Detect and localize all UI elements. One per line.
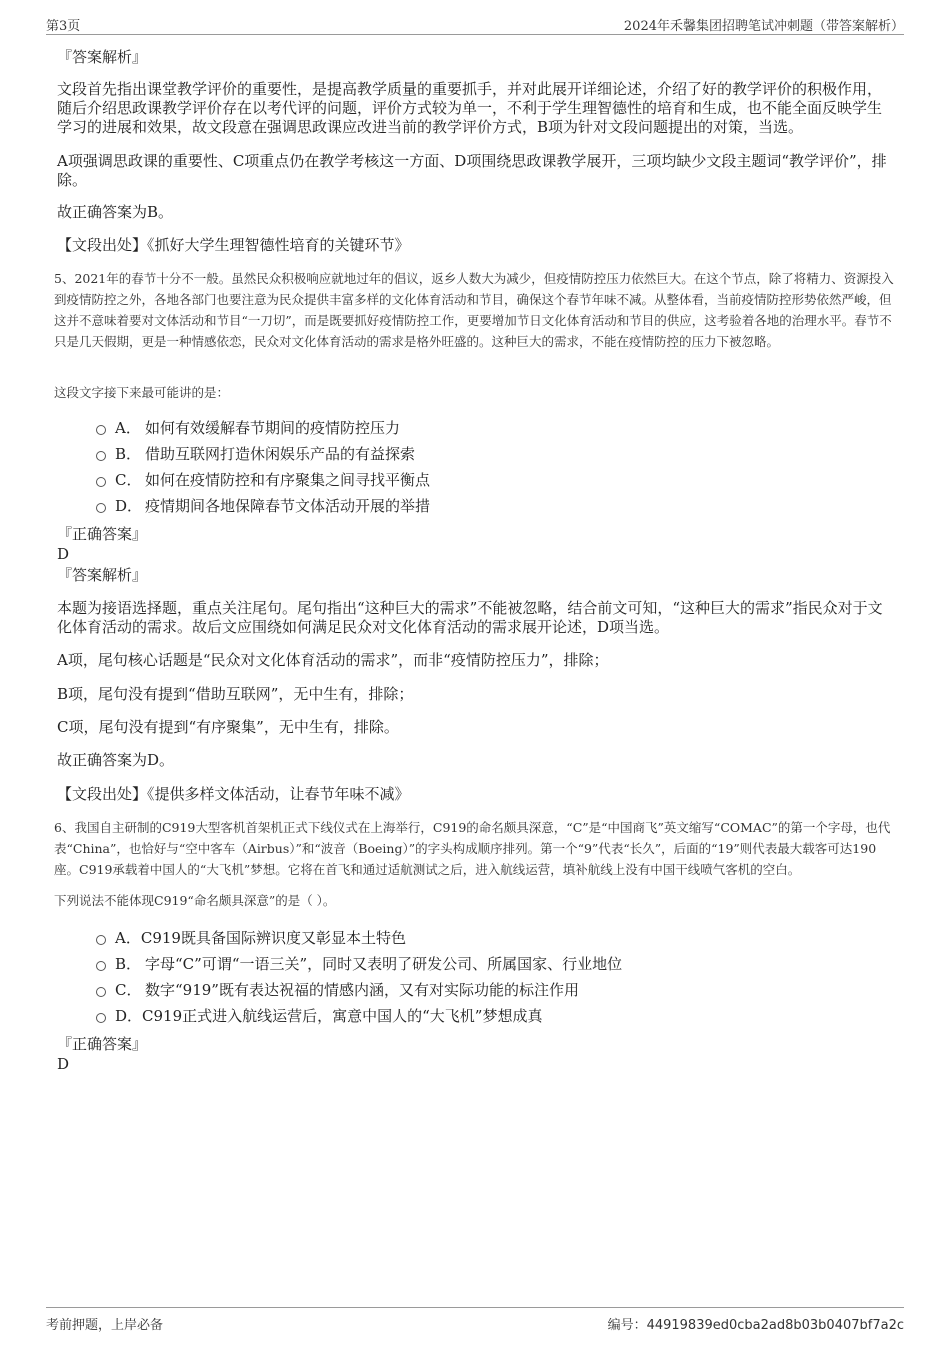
q6-option-a[interactable] [96,929,406,948]
q6-option-c[interactable] [96,981,579,1000]
q5-stem: 5、2021年的春节十分不一般。虽然民众积极响应就地过年的倡议，返乡人数大为减少，但疫情防控压力依然巨大。在这个节点，除了将精力、资源投入到疫情防控之外，各地各部门也要注意为民众提供丰富多样的文化体育活动和节目，确保这个春节年味不减。从整体看，当前疫情防控形势依然严峻，但这并不意味着要对文体活动和节目“一刀切”，而是既要抓好疫情防控工作，更要增加节日文化体育活动和节目的供应，这考验着各地的治理水平。春节不只是几天假期，更是一种情感依恋，民众对文化体育活动的需求是格外旺盛的。这种巨大的需求，不能在疫情防控的压力下被忽略。 [54,271,894,349]
option-key: C． [115,981,142,999]
page-number: 第3页 [46,19,81,34]
option-key: A． [115,929,141,947]
q6-stem: 6、我国自主研制的C919大型客机首架机正式下线仪式在上海举行，C919的命名颇具深意，“C”是“中国商飞”英文缩写“COMAC”的第一个字母，也代表“China”，也恰好与“空中客车（Airbus）”和“波音（Boeing）”的字头构成顺序排列。第一个“9”代表“长久”，后面的“19”则代表最大载客可达190座。C919承载着中国人的“大飞机”梦想。它将在首飞和通过适航测试之后，进入航线运营，填补航线上没有中国干线喷气客机的空白。 [54,820,891,877]
option-text: 如何在疫情防控和有序聚集之间寻找平衡点 [145,471,431,489]
radio-button-icon[interactable] [96,1013,106,1023]
radio-button-icon[interactable] [96,961,106,971]
option-text: C919正式进入航线运营后，寓意中国人的“大飞机”梦想成真 [142,1007,543,1025]
q6-option-d[interactable] [96,1007,542,1026]
option-text: 如何有效缓解春节期间的疫情防控压力 [145,419,401,437]
q5-option-d[interactable] [96,497,430,516]
option-text: 字母“C”可谓“一语三关”，同时又表明了研发公司、所属国家、行业地位 [145,955,623,973]
option-text: 数字“919”既有表达祝福的情感内涵，又有对实际功能的标注作用 [145,981,579,999]
footer-slogan: 考前押题，上岸必备 [46,1318,164,1333]
q5-answer: D [57,545,70,563]
q5-answer-label: 『正确答案』 [57,525,148,543]
q5-option-b[interactable] [96,445,415,464]
q4-conclusion: 故正确答案为B。 [57,203,174,221]
q5-source: 【文段出处】《提供多样文体活动，让春节年味不减》 [57,785,410,803]
q5-question: 这段文字接下来最可能讲的是： [54,385,230,400]
option-text: C919既具备国际辨识度又彰显本土特色 [140,929,406,947]
option-key: B． [115,955,142,973]
q5-analysis-option-b: B项，尾句没有提到“借助互联网”，无中生有，排除； [57,685,414,703]
option-key: D． [115,1007,143,1025]
q4-source: 【文段出处】《抓好大学生理智德性培育的关键环节》 [57,236,410,254]
option-key: B． [115,445,142,463]
q6-option-b[interactable] [96,955,622,974]
q5-analysis-option-a: A项，尾句核心话题是“民众对文化体育活动的需求”，而非“疫情防控压力”，排除； [57,651,609,669]
radio-button-icon[interactable] [96,935,106,945]
option-key: A． [115,419,141,437]
q6-question: 下列说法不能体现C919“命名颇具深意”的是（ ）。 [54,893,336,908]
q5-analysis-option-c: C项，尾句没有提到“有序聚集”，无中生有，排除。 [57,718,399,736]
option-key: C． [115,471,142,489]
page-footer [46,1307,904,1332]
q4-analysis-label: 『答案解析』 [57,48,148,66]
radio-button-icon[interactable] [96,477,106,487]
q6-answer: D [57,1055,70,1073]
q5-conclusion: 故正确答案为D。 [57,751,175,769]
option-text: 借助互联网打造休闲娱乐产品的有益探索 [145,445,416,463]
q4-analysis-paragraph-2: A项强调思政课的重要性、C项重点仍在教学考核这一方面、D项围绕思政课教学展开，三项均缺少文段主题词“教学评价”，排除。 [57,152,887,189]
page-header [46,14,904,35]
radio-button-icon[interactable] [96,503,106,513]
q5-option-c[interactable] [96,471,430,490]
document-serial: 编号：44919839ed0cba2ad8b03b0407bf7a2c [607,1318,904,1333]
q5-analysis-paragraph-1: 本题为接语选择题，重点关注尾句。尾句指出“这种巨大的需求”不能被忽略，结合前文可知，“这种巨大的需求”指民众对于文化体育活动的需求。故后文应围绕如何满足民众对文化体育活动的需求展开论述，D项当选。 [57,599,883,636]
radio-button-icon[interactable] [96,425,106,435]
option-text: 疫情期间各地保障春节文体活动开展的举措 [145,497,431,515]
radio-button-icon[interactable] [96,987,106,997]
option-key: D． [115,497,143,515]
q4-analysis-paragraph-1: 文段首先指出课堂教学评价的重要性，是提高教学质量的重要抓手，并对此展开详细论述，介绍了好的教学评价的积极作用，随后介绍思政课教学评价存在以考代评的问题，评价方式较为单一，不利于学生理智德性的培育和生成，也不能全面反映学生学习的进展和效果，故文段意在强调思政课应改进当前的教学评价方式，B项为针对文段问题提出的对策，当选。 [57,80,883,136]
q6-answer-label: 『正确答案』 [57,1035,148,1053]
document-title: 2024年禾馨集团招聘笔试冲刺题（带答案解析） [623,19,904,34]
radio-button-icon[interactable] [96,451,106,461]
q5-option-a[interactable] [96,419,400,438]
q5-analysis-label: 『答案解析』 [57,566,148,584]
